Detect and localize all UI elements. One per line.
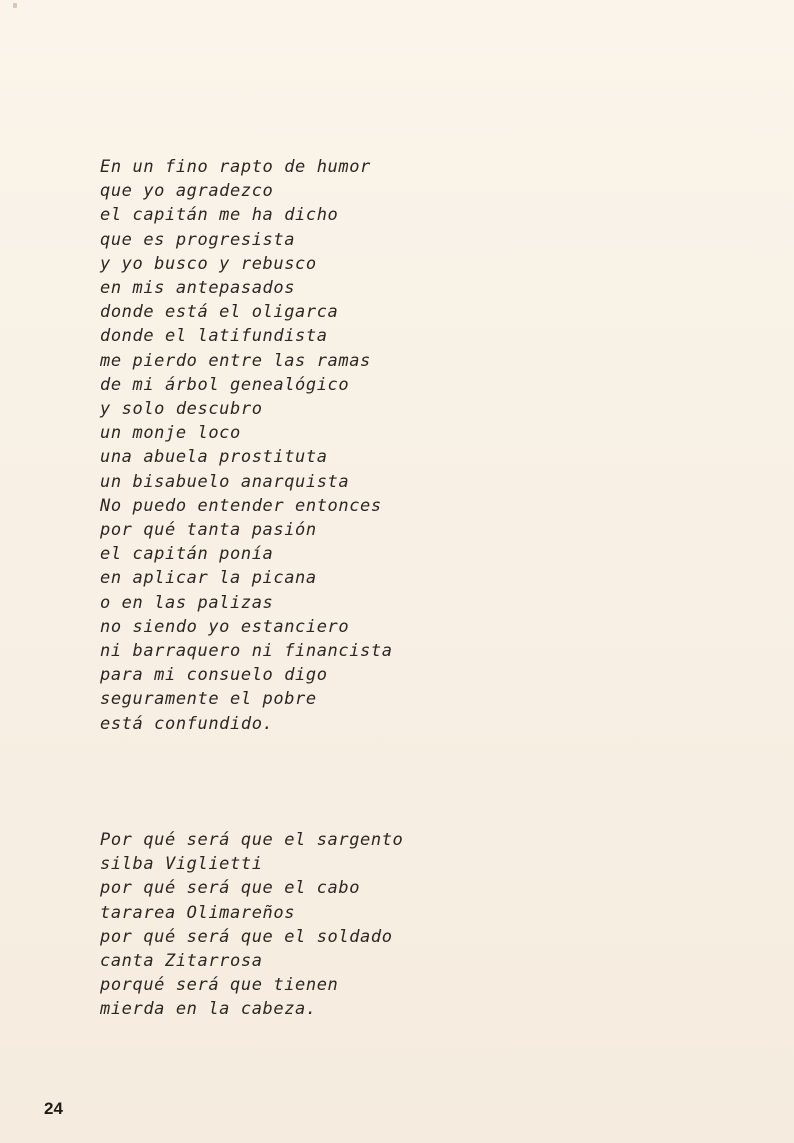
poem-line: canta Zitarrosa [100, 951, 263, 972]
poem-stanza-1 [100, 155, 393, 736]
poem-line: y solo descubro [100, 399, 263, 420]
page-number: 24 [44, 1099, 63, 1118]
poem-line: el capitán ponía [100, 544, 274, 565]
poem-line: que es progresista [100, 229, 296, 250]
poem-line: En un fino rapto de humor [100, 157, 371, 177]
poem-line: silba Viglietti [100, 854, 263, 875]
poem-line: donde el latifundista [100, 326, 328, 347]
poem-line: me pierdo entre las ramas [100, 350, 371, 371]
poem-line: está confundido. [100, 713, 274, 734]
poem-line: una abuela prostituta [100, 447, 328, 468]
poem-line: seguramente el pobre [100, 689, 317, 710]
poem-line: por qué será que el cabo [100, 878, 361, 899]
poem-line: que yo agradezco [100, 181, 274, 202]
corner-mark [13, 3, 17, 8]
poem-line: un monje loco [100, 423, 241, 444]
poem-line: porqué será que tienen [100, 975, 339, 996]
poem-line: en aplicar la picana [100, 568, 317, 589]
poem-line: no siendo yo estanciero [100, 616, 350, 637]
poem-line: o en las palizas [100, 592, 274, 613]
poem-line: el capitán me ha dicho [100, 205, 339, 226]
poem-line: por qué tanta pasión [100, 520, 317, 541]
poem-line: para mi consuelo digo [100, 665, 328, 686]
poem-line: de mi árbol genealógico [100, 374, 350, 395]
poem-stanza-2 [100, 828, 403, 1022]
poem-line: No puedo entender entonces [100, 495, 382, 516]
poem-line: tararea Olimareños [100, 902, 296, 923]
poem-line: mierda en la cabeza. [100, 999, 317, 1020]
poem-line: Por qué será que el sargento [100, 830, 404, 850]
poem-line: por qué será que el soldado [100, 926, 393, 947]
poem-line: un bisabuelo anarquista [100, 471, 350, 492]
poem-line: ni barraquero ni financista [100, 641, 393, 662]
poem-line: y yo busco y rebusco [100, 253, 317, 274]
poem-line: en mis antepasados [100, 278, 296, 299]
poem-line: donde está el oligarca [100, 302, 339, 323]
